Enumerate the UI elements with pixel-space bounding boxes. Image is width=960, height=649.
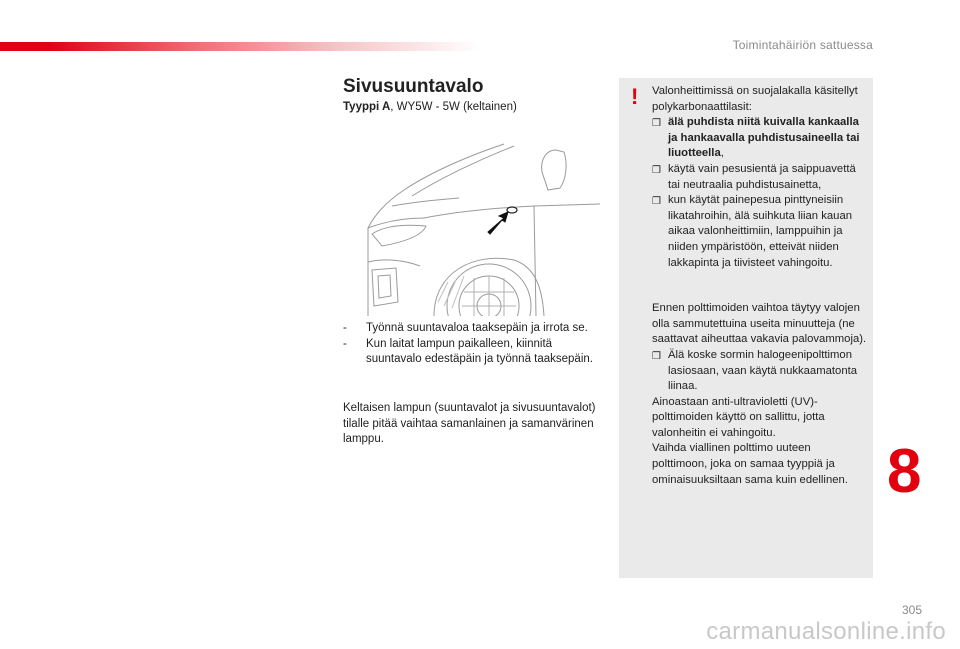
step-dash: - (343, 337, 347, 350)
list-item (343, 321, 605, 337)
bullet-tail: , (720, 147, 724, 160)
bulb-type-line (343, 101, 517, 113)
warning-intro: Valonheittimissä on suojalakalla käsitellyt polykarbonaattilasit: (652, 85, 858, 113)
list-item (652, 193, 868, 271)
bullet-text: käytä vain pesusientä ja saippuavettä tai neutraalia puhdistusainetta, (668, 162, 856, 191)
chapter-number: 8 (887, 437, 922, 506)
bulb-type-label: Tyyppi A (343, 101, 391, 113)
list-item (652, 115, 868, 162)
warning-text (652, 84, 868, 488)
warning-paragraph: Ennen polttimoiden vaihtoa täytyy valojen olla sammutettuina useita minuutteja (ne saattavat aiheuttaa vakavia palovammoja). (652, 302, 867, 346)
checkbox-bullet-icon: ❒ (652, 196, 661, 208)
list-item (343, 337, 605, 368)
header-accent-bar (0, 42, 480, 51)
page-number: 305 (901, 603, 922, 617)
exclamation-icon: ! (631, 84, 639, 109)
warning-paragraph: Vaihda viallinen polttimo uuteen polttimoon, joka on samaa tyyppiä ja ominaisuuksiltaan sama kuin edellinen. (652, 442, 848, 486)
section-title: Sivusuuntavalo (343, 76, 484, 97)
checkbox-bullet-icon: ❒ (652, 118, 661, 130)
step-dash: - (343, 322, 347, 334)
warning-paragraph: Ainoastaan anti-ultravioletti (UV)-polttimoiden käyttö on sallittu, jotta valonheitin ei vahingoitu. (652, 395, 825, 439)
step-text: Kun laitat lampun paikalleen, kiinnitä suuntavalo edestäpäin ja työnnä taaksepäin. (366, 337, 593, 365)
chapter-title: Toimintahäiriön sattuessa (732, 38, 873, 52)
bulb-type-spec: , WY5W - 5W (keltainen) (390, 101, 517, 113)
bullet-text: kun käytät painepesua pinttyneisiin likatahroihin, älä suihkuta liian kauan aikaa valonheittimiin, lamppuihin ja niiden ympäristöön, etteivät niiden lakkapinta ja tiivisteet vahingoitu. (668, 194, 853, 269)
step-text: Työnnä suuntavaloa taaksepäin ja irrota se. (366, 322, 588, 334)
list-item (652, 162, 868, 193)
bulb-note: Keltaisen lampun (suuntavalot ja sivusuuntavalot) tilalle pitää vaihtaa samanlainen ja samanvärinen lamppu. (343, 402, 596, 445)
checkbox-bullet-icon: ❒ (652, 164, 661, 176)
bullet-bold-text: älä puhdista niitä kuivalla kankaalla ja hankaavalla puhdistusaineella tai liuotteella (668, 116, 860, 160)
bullet-text (668, 115, 868, 162)
checkbox-bullet-icon: ❒ (652, 350, 661, 362)
side-indicator-illustration (364, 142, 600, 316)
bullet-text: Älä koske sormin halogeenipolttimon lasiosaan, vaan käytä nukkaamatonta liinaa. (668, 348, 858, 393)
watermark: carmanualsonline.info (706, 618, 946, 645)
warning-box (619, 78, 873, 578)
steps-list (343, 321, 605, 368)
list-item (652, 348, 868, 395)
